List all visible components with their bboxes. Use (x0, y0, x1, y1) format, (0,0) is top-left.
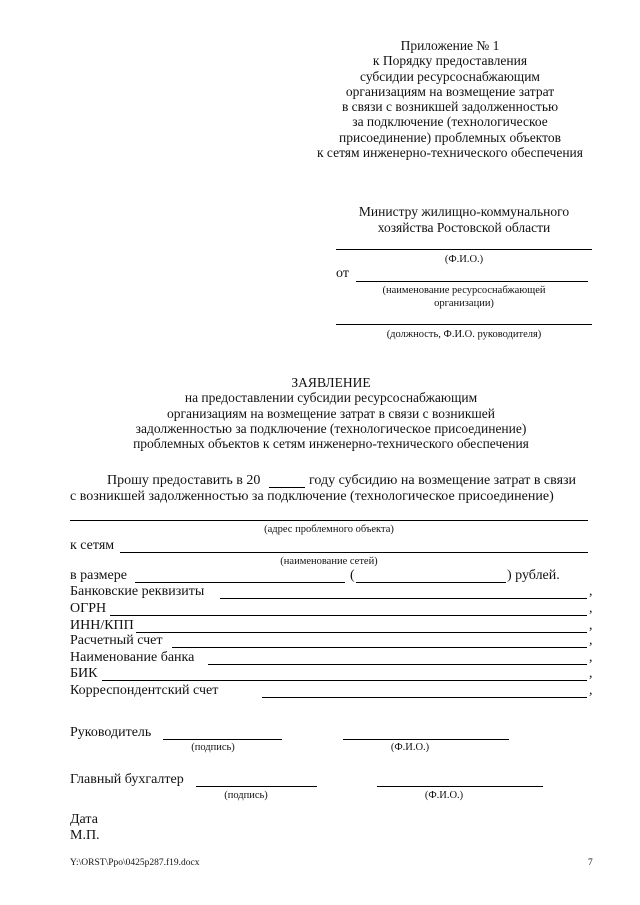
appendix-block (305, 38, 595, 160)
footer-file-path: Y:\ORST\Ppo\0425p287.f19.docx (70, 858, 200, 868)
networks-line[interactable] (120, 552, 588, 553)
requisite-label-inn-kpp: ИНН/КПП (70, 618, 134, 633)
requisite-end: , (589, 618, 593, 633)
head-caption: (должность, Ф.И.О. руководителя) (386, 329, 542, 340)
requisite-label-account: Расчетный счет (70, 633, 163, 648)
statement-subtitle-line: на предоставлении субсидии ресурсоснабжающим (184, 390, 478, 406)
org-caption-line: организации) (434, 298, 494, 309)
networks-caption: (наименование сетей) (280, 556, 378, 567)
appendix-line: организациям на возмещение затрат (345, 83, 555, 99)
requisite-label-corr-account: Корреспондентский счет (70, 683, 219, 698)
fio-caption: (Ф.И.О.) (424, 790, 464, 801)
appendix-line: к Порядку предоставления (372, 53, 528, 69)
request-text-part2: году субсидию на возмещение затрат в связи (309, 473, 577, 488)
requisite-end: , (589, 683, 593, 698)
request-text-line2: с возникшей задолженностью за подключение (технологическое присоединение) (70, 489, 554, 504)
ogrn-line[interactable] (110, 615, 587, 616)
from-org-line[interactable] (356, 281, 588, 282)
signature-caption: (подпись) (224, 790, 268, 801)
appendix-line: за подключение (технологическое (352, 114, 548, 130)
account-line[interactable] (172, 647, 587, 648)
appendix-line: присоединение) проблемных объектов (339, 129, 561, 145)
inn-kpp-line[interactable] (136, 632, 587, 633)
requisite-label-bank-details: Банковские реквизиты (70, 584, 205, 599)
requisite-end: , (589, 666, 593, 681)
request-text-part1: Прошу предоставить в 20 (107, 473, 261, 488)
director-signature-line[interactable] (163, 739, 282, 740)
address-line[interactable] (70, 520, 588, 521)
page-number: 7 (588, 858, 593, 868)
addressee-line: хозяйства Ростовской области (377, 220, 551, 235)
amount-line[interactable] (135, 582, 345, 583)
statement-heading: ЗАЯВЛЕНИЕ (291, 375, 371, 390)
appendix-line: в связи с возникшей задолженностью (341, 99, 559, 115)
corr-account-line[interactable] (262, 697, 587, 698)
requisite-label-ogrn: ОГРН (70, 601, 107, 616)
accountant-fio-line[interactable] (377, 786, 543, 787)
address-caption: (адрес проблемного объекта) (264, 524, 394, 535)
accountant-label: Главный бухгалтер (70, 772, 184, 787)
head-line[interactable] (336, 324, 592, 325)
statement-subtitle-line: проблемных объектов к сетям инженерно-технического обеспечения (133, 436, 529, 452)
requisite-end: , (589, 650, 593, 665)
bank-details-line[interactable] (220, 598, 587, 599)
stamp-label: М.П. (70, 828, 100, 843)
addressee-line: Министру жилищно-коммунального (358, 204, 570, 219)
amount-label: в размере (70, 568, 127, 583)
amount-words-line[interactable] (356, 582, 506, 583)
from-label: от (336, 266, 349, 281)
director-fio-line[interactable] (343, 739, 509, 740)
director-label: Руководитель (70, 725, 152, 740)
amount-paren-open: ( (350, 568, 355, 583)
amount-suffix: ) рублей. (507, 568, 560, 583)
appendix-line: Приложение № 1 (400, 38, 500, 53)
signature-caption: (подпись) (191, 742, 235, 753)
requisite-label-bank-name: Наименование банка (70, 650, 195, 665)
appendix-line: к сетям инженерно-технического обеспечения (316, 145, 583, 161)
requisite-end: , (589, 601, 593, 616)
networks-label: к сетям (70, 538, 115, 553)
fio-caption: (Ф.И.О.) (444, 254, 484, 265)
requisite-end: , (589, 584, 593, 599)
statement-subtitle-line: организациям на возмещение затрат в связи с возникшей (166, 405, 496, 421)
date-label: Дата (70, 812, 98, 827)
bank-name-line[interactable] (208, 664, 587, 665)
requisite-label-bik: БИК (70, 666, 98, 681)
minister-fio-line[interactable] (336, 249, 592, 250)
requisite-end: , (589, 633, 593, 648)
statement-subtitle-line: задолженностью за подключение (технологическое присоединение) (135, 420, 527, 436)
fio-caption: (Ф.И.О.) (390, 742, 430, 753)
year-line[interactable] (269, 487, 305, 488)
bik-line[interactable] (102, 680, 587, 681)
appendix-line: субсидии ресурсоснабжающим (360, 68, 540, 84)
addressee-block (336, 204, 592, 236)
accountant-signature-line[interactable] (196, 786, 317, 787)
statement-title (70, 375, 592, 451)
org-caption-line: (наименование ресурсоснабжающей (382, 285, 546, 296)
